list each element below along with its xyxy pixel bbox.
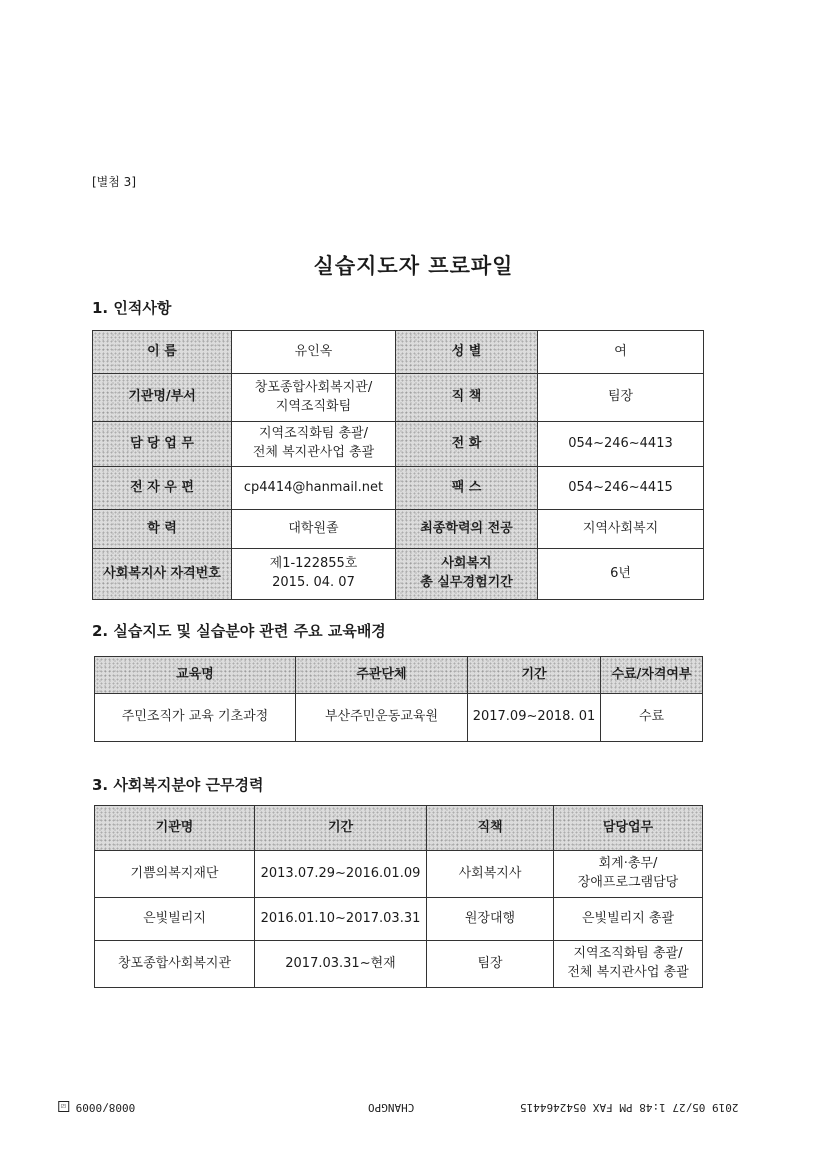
- table-row: [93, 422, 704, 467]
- field-value: 창포종합사회복지관/ 지역조직화팀: [232, 374, 396, 422]
- column-header: 담당업무: [554, 806, 703, 851]
- section3-heading: 3. 사회복지분야 근무경력: [92, 776, 264, 794]
- field-value: 지역조직화팀 총괄/ 전체 복지관사업 총괄: [232, 422, 396, 467]
- table-row: [93, 549, 704, 600]
- table-cell: 부산주민운동교육원: [296, 694, 468, 742]
- attachment-label: [별첨 3]: [92, 175, 136, 189]
- table-row: [93, 374, 704, 422]
- page-count-text: 0008/0009: [75, 1101, 136, 1114]
- checkbox-icon: ☑: [58, 1101, 69, 1112]
- personal-info-table: [92, 330, 704, 600]
- career-table: [94, 805, 703, 988]
- field-value: cp4414@hanmail.net: [232, 467, 396, 510]
- table-header-row: [95, 806, 703, 851]
- field-label: 사회복지 총 실무경험기간: [396, 549, 538, 600]
- field-label: 담 당 업 무: [93, 422, 232, 467]
- field-value: 여: [538, 331, 704, 374]
- field-label: 직 책: [396, 374, 538, 422]
- table-row: [95, 694, 703, 742]
- field-label: 팩 스: [396, 467, 538, 510]
- fax-header: 2019 05/27 1:48 PM FAX 0542464415: [520, 1101, 739, 1114]
- section2-heading: 2. 실습지도 및 실습분야 관련 주요 교육배경: [92, 622, 386, 640]
- column-header: 기간: [255, 806, 427, 851]
- table-cell: 은빛빌리지 총괄: [554, 898, 703, 941]
- table-row: [93, 510, 704, 549]
- table-cell: 창포종합사회복지관: [95, 941, 255, 988]
- table-cell: 원장대행: [427, 898, 554, 941]
- field-label: 이 름: [93, 331, 232, 374]
- column-header: 직책: [427, 806, 554, 851]
- field-value: 대학원졸: [232, 510, 396, 549]
- table-row: [95, 898, 703, 941]
- table-cell: 팀장: [427, 941, 554, 988]
- table-cell: 2017.09~2018. 01: [468, 694, 601, 742]
- table-row: [93, 331, 704, 374]
- column-header: 주관단체: [296, 657, 468, 694]
- table-cell: 2017.03.31~현재: [255, 941, 427, 988]
- table-cell: 2013.07.29~2016.01.09: [255, 851, 427, 898]
- column-header: 기관명: [95, 806, 255, 851]
- field-label: 전 화: [396, 422, 538, 467]
- page-title: 실습지도자 프로파일: [313, 254, 514, 278]
- field-label: 사회복지사 자격번호: [93, 549, 232, 600]
- fax-page-count: [55, 1101, 135, 1114]
- field-value: 6년: [538, 549, 704, 600]
- table-cell: 주민조직가 교육 기초과정: [95, 694, 296, 742]
- field-label: 전 자 우 편: [93, 467, 232, 510]
- fax-sender: CHANGPO: [368, 1101, 415, 1114]
- field-label: 기관명/부서: [93, 374, 232, 422]
- field-value: 팀장: [538, 374, 704, 422]
- education-table: [94, 656, 703, 742]
- table-cell: 기쁨의복지재단: [95, 851, 255, 898]
- table-cell: 2016.01.10~2017.03.31: [255, 898, 427, 941]
- table-cell: 지역조직화팀 총괄/ 전체 복지관사업 총괄: [554, 941, 703, 988]
- column-header: 수료/자격여부: [601, 657, 703, 694]
- field-label: 성 별: [396, 331, 538, 374]
- table-header-row: [95, 657, 703, 694]
- column-header: 교육명: [95, 657, 296, 694]
- field-value: 유인옥: [232, 331, 396, 374]
- table-row: [93, 467, 704, 510]
- table-row: [95, 851, 703, 898]
- table-cell: 은빛빌리지: [95, 898, 255, 941]
- field-value: 054~246~4413: [538, 422, 704, 467]
- table-cell: 수료: [601, 694, 703, 742]
- field-label: 학 력: [93, 510, 232, 549]
- field-label: 최종학력의 전공: [396, 510, 538, 549]
- section1-heading: 1. 인적사항: [92, 299, 172, 317]
- column-header: 기간: [468, 657, 601, 694]
- field-value: 054~246~4415: [538, 467, 704, 510]
- field-value: 제1-122855호 2015. 04. 07: [232, 549, 396, 600]
- table-cell: 회계·총무/ 장애프로그램담당: [554, 851, 703, 898]
- field-value: 지역사회복지: [538, 510, 704, 549]
- table-row: [95, 941, 703, 988]
- table-cell: 사회복지사: [427, 851, 554, 898]
